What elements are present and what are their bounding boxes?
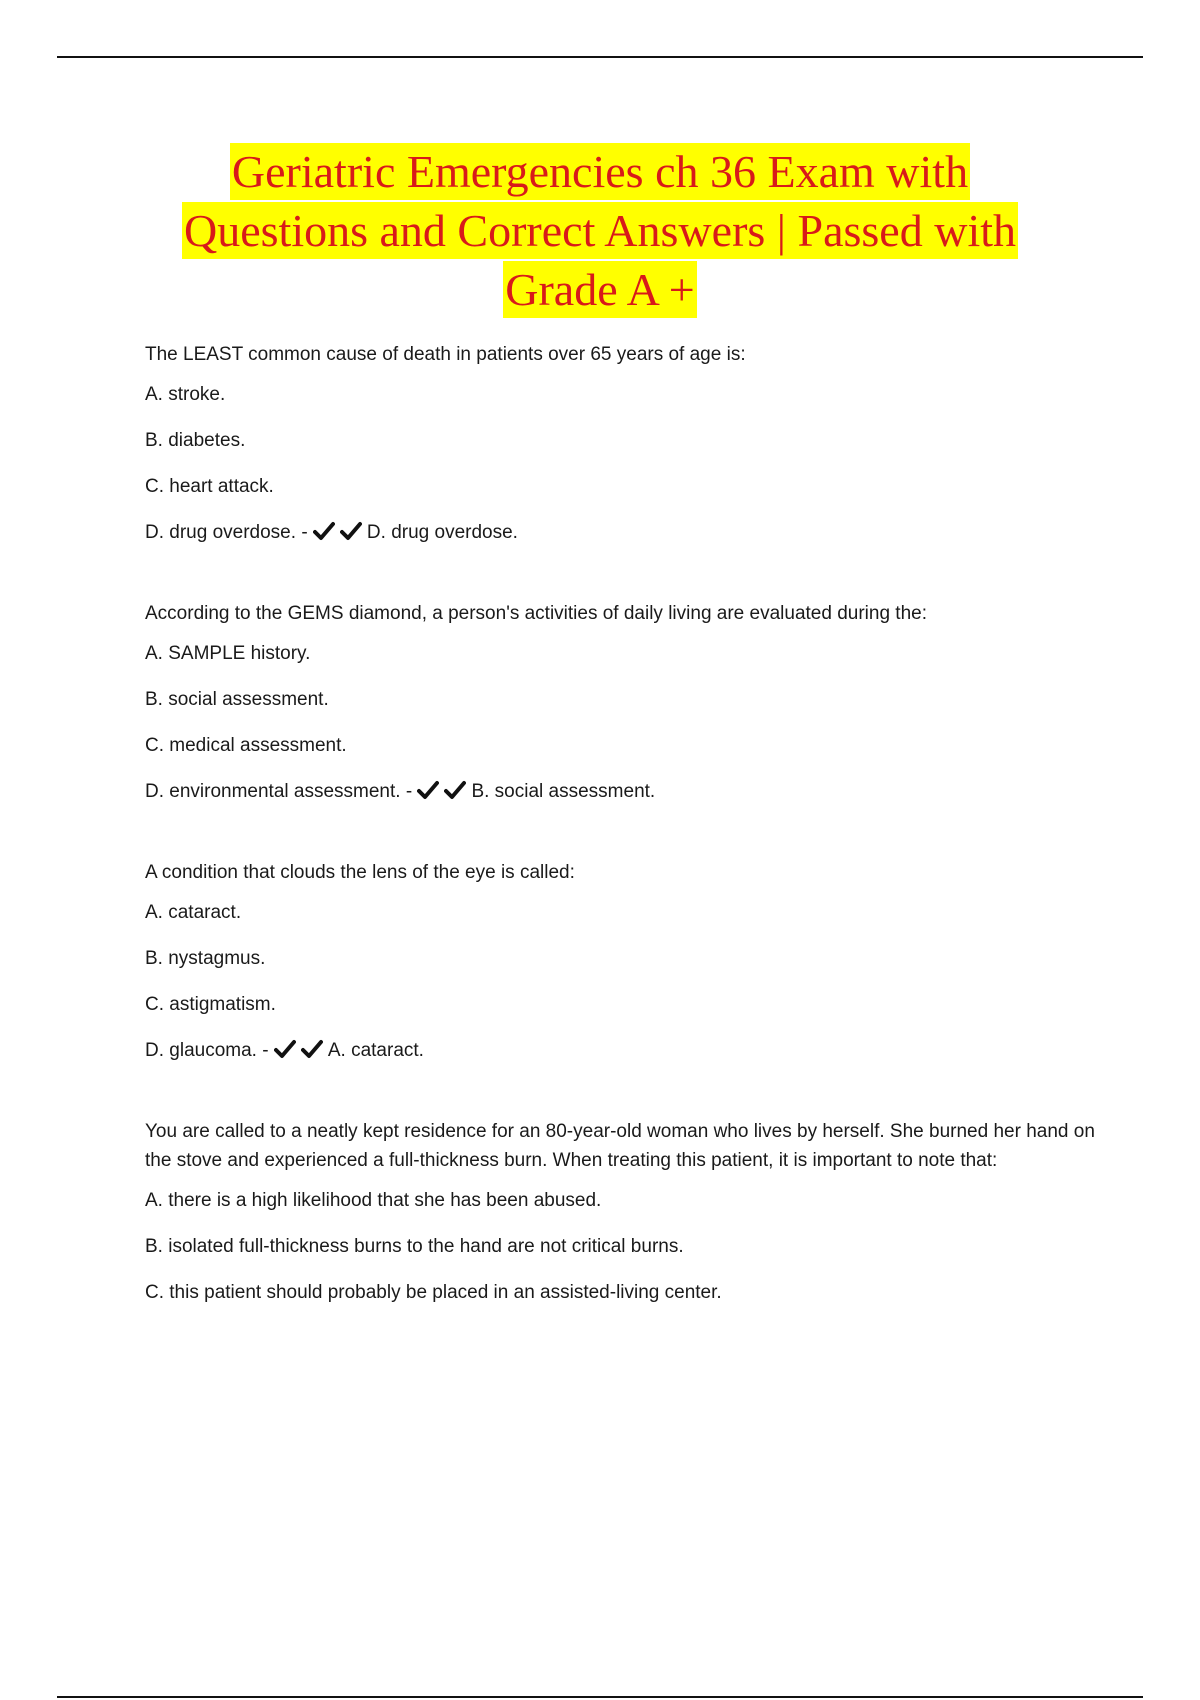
- answer-separator: -: [405, 781, 413, 802]
- question-stem: The LEAST common cause of death in patients over 65 years of age is:: [145, 344, 746, 365]
- correct-answer: B. social assessment.: [471, 781, 656, 802]
- option-c: C. heart attack.: [145, 476, 274, 497]
- check-mark-icon: [444, 780, 466, 800]
- option-b: B. nystagmus.: [145, 948, 266, 969]
- option-a: A. stroke.: [145, 384, 226, 405]
- option-d: D. drug overdose.: [145, 522, 297, 543]
- correct-answer: D. drug overdose.: [366, 522, 518, 543]
- check-mark-icon: [417, 780, 439, 800]
- option-d-with-answer: [145, 1039, 1095, 1063]
- question-3: [145, 858, 1095, 1063]
- option-d-with-answer: [145, 780, 1095, 804]
- question-stem: A condition that clouds the lens of the eye is called:: [145, 862, 575, 883]
- question-list: [145, 340, 1095, 1359]
- option-a: A. SAMPLE history.: [145, 643, 311, 664]
- check-mark-icon: [340, 521, 362, 541]
- option-a: A. there is a high likelihood that she has been abused.: [145, 1190, 602, 1211]
- question-stem: According to the GEMS diamond, a person's activities of daily living are evaluated during the:: [145, 603, 927, 624]
- option-d: D. glaucoma.: [145, 1040, 257, 1061]
- answer-separator: -: [262, 1040, 269, 1061]
- question-1: [145, 340, 1095, 545]
- question-2: [145, 599, 1095, 804]
- title-line-3: Grade A +: [503, 261, 696, 318]
- title-line-2: Questions and Correct Answers | Passed with: [182, 202, 1018, 259]
- header-rule: [57, 56, 1143, 58]
- check-mark-icon: [274, 1039, 296, 1059]
- page-title: [100, 142, 1100, 319]
- option-b: B. isolated full-thickness burns to the hand are not critical burns.: [145, 1236, 684, 1257]
- option-c: C. medical assessment.: [145, 735, 347, 756]
- check-mark-icon: [301, 1039, 323, 1059]
- option-c: C. this patient should probably be placed in an assisted-living center.: [145, 1282, 722, 1303]
- option-a: A. cataract.: [145, 902, 242, 923]
- title-line-1: Geriatric Emergencies ch 36 Exam with: [230, 143, 970, 200]
- option-b: B. social assessment.: [145, 689, 329, 710]
- option-d-with-answer: [145, 521, 1095, 545]
- option-d: D. environmental assessment.: [145, 781, 401, 802]
- question-4: [145, 1117, 1095, 1305]
- answer-separator: -: [301, 522, 308, 543]
- check-mark-icon: [313, 521, 335, 541]
- footer-rule: [57, 1696, 1143, 1698]
- question-stem: You are called to a neatly kept residence for an 80-year-old woman who lives by herself. She burned her hand on the stove and experienced a full-thickness burn. When treating this patient, it is important to note that:: [145, 1121, 1095, 1171]
- correct-answer: A. cataract.: [327, 1040, 424, 1061]
- option-b: B. diabetes.: [145, 430, 246, 451]
- option-c: C. astigmatism.: [145, 994, 276, 1015]
